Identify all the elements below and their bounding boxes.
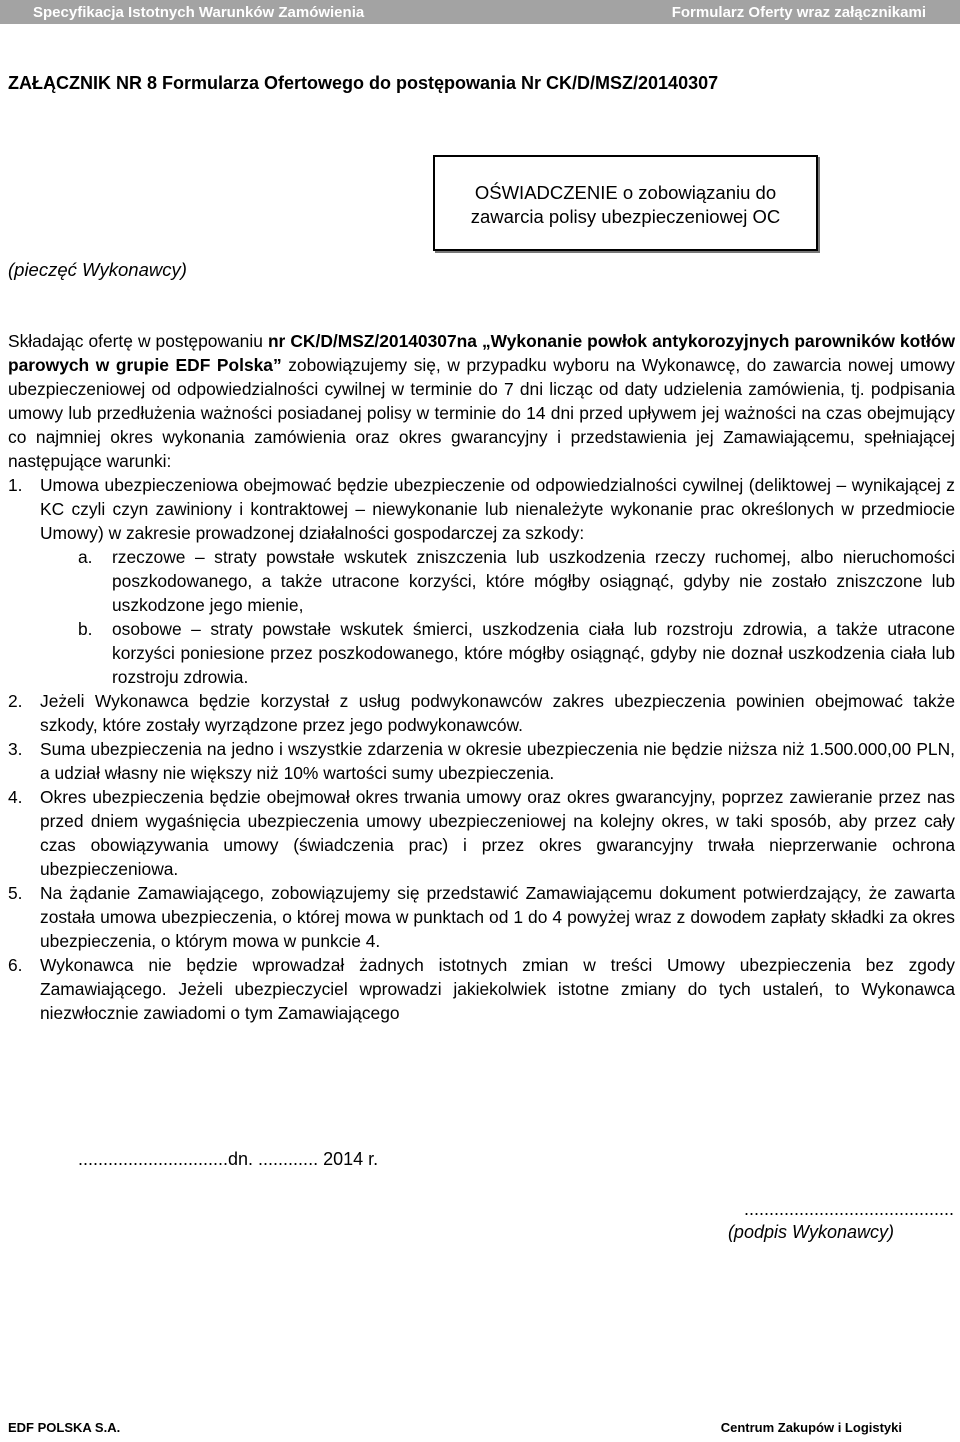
item-number: 4. [8,787,23,807]
subitem-text: rzeczowe – straty powstałe wskutek zniszczenia lub uszkodzenia rzeczy ruchomej, albo nieruchomości poszkodowanego, a także utracone korzyści, które mógłby osiągnąć, gdyby nie zostało zniszczone lub uszkodzone jego mienie, [112,547,955,615]
intro-bold: nr CK/D/MSZ/20140307na „Wykonanie powłok antykorozyjnych parowników kotłów parowych w grupie EDF Polska” [8,331,955,375]
item-text: Suma ubezpieczenia na jedno i wszystkie zdarzenia w okresie ubezpieczenia nie będzie niższa niż 1.500.000,00 PLN, a udział własny nie większy niż 10% wartości sumy ubezpieczenia. [40,739,955,783]
item-number: 5. [8,883,23,903]
item-text: Jeżeli Wykonawca będzie korzystał z usług podwykonawców zakres ubezpieczenia powinien obejmować także szkody, które zostały wyrządzone przez jego podwykonawców. [40,691,955,735]
item-number: 3. [8,739,23,759]
date-line: ..............................dn. ............ 2014 r. [78,1149,379,1169]
page-footer [0,1420,960,1435]
statement-box [433,155,818,251]
stamp-label: (pieczęć Wykonawcy) [8,259,187,280]
footer-left-text: EDF POLSKA S.A. [8,1420,121,1435]
item-text: Wykonawca nie będzie wprowadzał żadnych istotnych zmian w treści Umowy ubezpieczenia bez zgody Zamawiającego. Jeżeli ubezpieczyciel wprowadzi jakiekolwiek istotne zmiany do tych ustaleń, to Wykonawca niezwłocznie zawiadomi o tym Zamawiającego [40,955,955,1023]
intro-paragraph [8,329,955,473]
subitem-letter: a. [78,547,93,567]
list-item [8,689,955,737]
item-number: 6. [8,955,23,975]
subitem-letter: b. [78,619,93,639]
signature-line: .......................................... [743,1199,954,1219]
sub-list-item [8,617,955,689]
item-text: Okres ubezpieczenia będzie obejmował okres trwania umowy oraz okres gwarancyjny, poprzez zawieranie przez nas przed dniem wygaśnięcia ubezpieczenia umowy ubezpieczeniowej na kolejny okres, w taki sposób, aby przez cały czas obowiązywania umowy (świadczenia prac) i przez okres gwarancyjny trwała nieprzerwanie ochrona ubezpieczeniowa. [40,787,955,879]
signature-label: (podpis Wykonawcy) [727,1222,894,1242]
item-text: Na żądanie Zamawiającego, zobowiązujemy się przedstawić Zamawiającemu dokument potwierdzający, że zawarta została umowa ubezpieczenia, o której mowa w punktach od 1 do 4 powyżej wraz z dowodem zapłaty składki za okres ubezpieczenia, o którym mowa w punkcie 4. [40,883,955,951]
footer-right-text: Centrum Zakupów i Logistyki [720,1420,902,1435]
document-title: ZAŁĄCZNIK NR 8 Formularza Ofertowego do postępowania Nr CK/D/MSZ/20140307 [8,73,719,93]
list-item [8,881,955,953]
statement-line-2: zawarcia polisy ubezpieczeniowej OC [470,206,781,227]
intro-text-2: zobowiązujemy się, w przypadku wyboru na Wykonawcę, do zawarcia nowej umowy ubezpieczeniowej od odpowiedzialności cywilnej w terminie do 7 dni licząc od daty udzielenia zamówienia, tj. podpisania umowy lub przedłużenia ważności posiadanej polisy w terminie do 14 dni przed upływem jej ważności na czas obejmujący co najmniej okres wykonania zamówienia oraz okres gwarancyjny i przedstawienia jej Zamawiającemu, spełniającej następujące warunki: [8,355,955,471]
header-left-text: Specyfikacja Istotnych Warunków Zamówienia [33,3,365,21]
list-item [8,785,955,881]
document-body [8,329,955,1025]
sub-list-item [8,545,955,617]
item-number: 2. [8,691,23,711]
list-item [8,737,955,785]
item-number: 1. [8,475,23,495]
statement-line-1: OŚWIADCZENIE o zobowiązaniu do [474,182,777,203]
item-text: Umowa ubezpieczeniowa obejmować będzie ubezpieczenie od odpowiedzialności cywilnej (deliktowej – wynikającej z KC czyli czyn zawiniony i kontraktowej – niewykonanie lub nienależyte wykonanie prac określonych w przedmiocie Umowy) w zakresie prowadzonej działalności gospodarczej za szkody: [40,475,955,543]
subitem-text: osobowe – straty powstałe wskutek śmierci, uszkodzenia ciała lub rozstroju zdrowia, a także utracone korzyści poniesione przez poszkodowanego, które mógłby osiągnąć, gdyby nie doznał uszkodzenia ciała lub rozstroju zdrowia. [112,619,955,687]
list-item [8,473,955,545]
list-item [8,953,955,1025]
page-header [0,0,960,24]
header-right-text: Formularz Oferty wraz załącznikami [671,3,926,21]
intro-text-1: Składając ofertę w postępowaniu [8,331,268,351]
